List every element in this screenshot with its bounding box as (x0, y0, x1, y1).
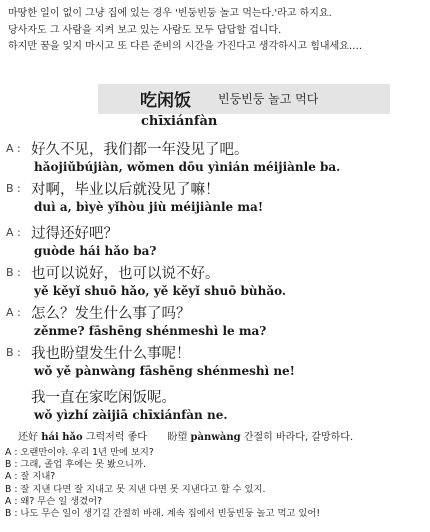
dialogue-pinyin: guòde hái hǎo ba? (34, 244, 157, 258)
dialogue-chinese: 我也盼望发生什么事呢！ (31, 346, 191, 362)
intro-line: 하지만 꿈을 잊지 마시고 또 다른 준비의 시간을 가진다고 생각하시고 힘내세요…. (8, 41, 363, 52)
title-chinese: 吃闲饭 (140, 91, 191, 111)
dialogue-chinese: 怎么？发生什么事了吗？ (31, 306, 191, 322)
speaker-label: B : (6, 266, 21, 279)
vocab-word-meaning: 그럭저럭 좋다 (85, 432, 147, 443)
speaker-label: A : (6, 226, 21, 239)
vocab-word-chinese: 盼望 (167, 432, 188, 443)
vocab-word-pinyin: pànwàng (190, 432, 241, 443)
speaker-label: B : (6, 346, 21, 359)
dialogue-chinese: 对啊，毕业以后就没见了嘛！ (31, 182, 220, 198)
dialogue-chinese: 也可以说好，也可以说不好。 (31, 266, 220, 282)
dialogue-chinese: 好久不见，我们都一年没见了吧。 (31, 142, 249, 158)
translation-line: A : 왜? 무슨 일 생겼어? (5, 495, 103, 507)
dialogue-chinese: 过得还好吧？ (31, 226, 118, 242)
speaker-label: B : (6, 182, 21, 195)
dialogue-pinyin: wǒ yě pànwàng fāshēng shénmeshì ne! (34, 364, 295, 378)
dialogue-pinyin: wǒ yìzhí zàijiā chīxiánfàn ne. (34, 408, 228, 422)
vocab-word-meaning: 간절히 바라다, 갈망하다. (243, 432, 354, 443)
title-pinyin: chīxiánfàn (141, 114, 218, 129)
dialogue-chinese: 我一直在家吃闲饭呢。 (31, 390, 176, 406)
korean-translation (5, 447, 427, 520)
translation-line: A : 오랜만이야. 우리 1년 만에 보지? (5, 447, 154, 458)
translation-line: B : 잘 지낸 다면 잘 지내고 못 지낸 다면 못 지낸다고 할 수 있지. (5, 483, 266, 495)
intro-line: 마땅한 일이 없이 그냥 집에 있는 경우 '빈둥빈둥 놀고 먹는다.'라고 하지요. (8, 8, 332, 19)
title-korean: 빈둥빈둥 놀고 먹다 (218, 92, 319, 106)
dialogue-pinyin: zěnme? fāshēng shénmeshì le ma? (34, 324, 267, 338)
vocab-word-pinyin: hái hǎo (41, 432, 83, 443)
dialogue-pinyin: hǎojiǔbújiàn, wǒmen dōu yìnián méijiànle ba. (34, 160, 341, 174)
translation-line: B : 나도 무슨 일이 생기길 간절히 바래. 계속 집에서 빈둥빈둥 놀고 먹고 있어! (5, 507, 321, 519)
speaker-label: A : (6, 306, 21, 319)
vocabulary-notes (18, 428, 353, 443)
translation-line: A : 잘 지내? (5, 471, 56, 483)
intro-paragraph (8, 6, 428, 56)
speaker-label: A : (6, 142, 21, 155)
dialogue-pinyin: yě kěyǐ shuō hǎo, yě kěyǐ shuō bùhǎo. (34, 284, 287, 298)
intro-line: 당사자도 그 사람을 지켜 보고 있는 사람도 모두 답답할 겁니다. (8, 24, 282, 36)
translation-line: B : 그래, 졸업 후에는 못 봤으니까. (5, 459, 146, 471)
dialogue-pinyin: duì a, bìyè yǐhòu jiù méijiànle ma! (34, 200, 264, 214)
vocab-word-chinese: 还好 (18, 432, 38, 443)
